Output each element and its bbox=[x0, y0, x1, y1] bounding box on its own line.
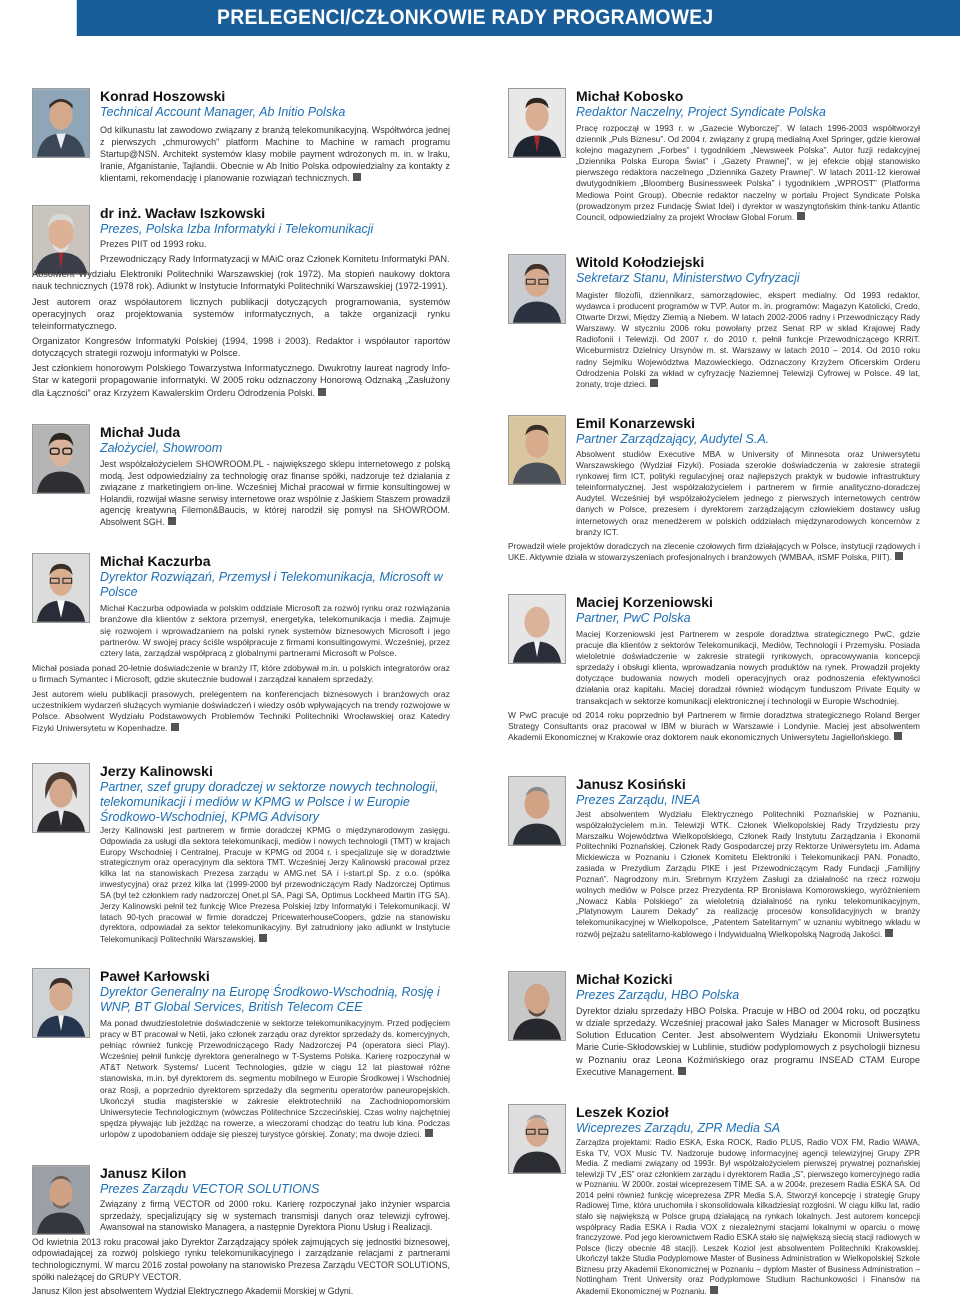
bio-name: Leszek Kozioł bbox=[576, 1104, 669, 1120]
end-mark-icon bbox=[894, 732, 902, 740]
bio-text bbox=[508, 1138, 920, 1300]
bio-name: Michał Kozicki bbox=[576, 971, 673, 987]
bio-text bbox=[32, 1199, 450, 1301]
bio-role: Dyrektor Generalny na Europę Środkowo-Wschodnią, Rosję i WNP, BT Global Services, British Telecom CEE bbox=[100, 985, 440, 1014]
bio-header bbox=[100, 553, 450, 600]
bio-paragraph: Jest absolwentem Wydziału Elektrycznego Politechniki Poznańskiej w Poznaniu, współzałożycielem m.in. Telewizji WTK. Członek Wielkopolskiej Rady Trzydziestu przy Marszałku Województwa Wielkopolskiego, Członek Rady Instytutu Zarządzania i Ekonomii Politechniki Poznańskiej. Członek Rady Gospodarczej przy Rektorze Uniwersytetu im. Adama Mickiewicza w Poznaniu i Członek Komitetu Elektroniki i Telekomunikacji PAN. Ponadto, zasiada w Prezydium Zarządu PIKE i jest Przewodniczącym Rady Fundacji „Familijny Poznań”. Nagrodzony m.in. Srebrnym Krzyżem Zasługi za działalność na rzecz rozwoju wolnych mediów w Polsce przez Prezydenta RP Bronisława Komorowskiego, wyróżnieniem „Nowacz Kabla Polskiego” za wieloletnią działalność na rynku telekomunikacyjnym, „Platynowym Laurem Dekady” za realizację procesów konsolidacyjnych w branży telekomunikacyjnej w Wielkopolsce, „Patentem Satelitarnym” w uznaniu wybitnego wkładu w rozwój pejzażu satelitarno-kablowego i Indywidualną Wielkopolską Nagrodą Jakości. bbox=[576, 810, 920, 940]
bio-maciej-korzeniowski bbox=[508, 594, 920, 754]
bio-header bbox=[576, 1104, 920, 1136]
bio-paragraph: Dyrektor działu sprzedaży HBO Polska. Pracuje w HBO od 2004 roku, od początku w dziale sprzedaży. Wcześniej pracował jako Sales Manager w Microsoft Business Solution Education Center. Jest absolwentem Wydziału Ekonomii Uniwersytetu Marie Curie-Skłodowskiej w Lublinie, studiów podyplomowych z psychologii biznesu w Poznaniu oraz Leona Koźmińskiego oraz programu INSEAD CTAM Europe Executive Management. bbox=[576, 1006, 920, 1077]
bio-paragraph: Maciej Korzeniowski jest Partnerem w zespole doradztwa strategicznego PwC, gdzie pracuje dla klientów z sektorów Telekomunikacji, Mediów, Technologii i Przemysłu. Posiada wieloletnie doświadczenie w zakresie strategii rynkowych, opracowywania koncepcji sprzedaży i obsługi klienta, wprowadzania nowych produktów na rynek. Prowadził projekty dotyczące budowania nowych modeli operacyjnych oraz podnoszenia efektywności działania oraz kapitału. Maciej doradzał również wiodącym funduszom Private Equity w transakcjach w sektorze komunikacji elektronicznej i technologii w Europie Wschodniej. bbox=[576, 629, 920, 706]
bio-role: Prezes, Polska Izba Informatyki i Telekomunikacji bbox=[100, 222, 374, 236]
bio-paragraph: Prowadził wiele projektów doradczych na zlecenie czołowych firm działających w Polsce, instytucji rządowych i UKE. Aktywnie działa w stowarzyszeniach profesjonalnych i branżowych (WMBAA, itSMF Polska, PIIT). bbox=[508, 540, 920, 562]
bio-witold-kolodziejski bbox=[508, 254, 920, 394]
page-banner: PRELEGENCI/CZŁONKOWIE RADY PROGRAMOWEJ bbox=[77, 0, 960, 36]
end-mark-icon bbox=[353, 173, 361, 181]
bio-paragraph: Od kilkunastu lat zawodowo związany z branżą telekomunikacyjną. Współtwórca jednej z pierwszych „chmurowych” platform Machine to Machine w ramach programu Startup@NSN. Architekt systemów klasy mobile payment wdrożonych m. in. w Iraku, Iranie, Afganistanie, Tajlandii. Obecnie w Ab Initio Polska odpowiedzialny za kontakty z klientami, rekomendację i planowanie rozwiązań technicznych. bbox=[100, 125, 450, 183]
bio-text bbox=[32, 125, 450, 187]
bio-text bbox=[508, 810, 920, 944]
bio-paragraph: Przewodniczący Rady Informatyzacji w MAiC oraz Członek Komitetu Informatyki PAN. bbox=[100, 254, 450, 265]
bio-header bbox=[576, 254, 920, 286]
bio-text bbox=[32, 826, 450, 949]
bio-name: Witold Kołodziejski bbox=[576, 254, 705, 270]
bio-header bbox=[100, 1165, 450, 1197]
bio-michal-kozicki bbox=[508, 971, 920, 1081]
portrait-photo bbox=[32, 763, 90, 833]
bio-role: Sekretarz Stanu, Ministerstwo Cyfryzacji bbox=[576, 271, 800, 285]
bio-janusz-kosinski bbox=[508, 776, 920, 946]
bio-role: Prezes Zarządu, INEA bbox=[576, 793, 701, 807]
bio-paragraph: Jest współzałożycielem SHOWROOM.PL - największego sklepu internetowego z polską modą. Jest odpowiedzialny za technologię oraz finanse spółki, nadzoruje też działania z związane z marketingiem on-line. Wcześniej Michał pracował w firmie konsultingowej w Holandii, rozwijał własne serwisy internetowe oraz wspólnie z Jaśkiem Staszem prowadził agencję kreatywną Filemon&Baucis, w której narodził się pomysł na SHOWROOM. Absolwent SGH. bbox=[100, 459, 450, 528]
bio-role: Wiceprezes Zarządu, ZPR Media SA bbox=[576, 1121, 781, 1135]
bio-text bbox=[32, 603, 450, 737]
bio-pawel-karlowski bbox=[32, 968, 450, 1148]
bio-paragraph: Absolwent studiów Executive MBA w University of Minnesota oraz Uniwersytetu Warszawskiego (Wydział Fizyki). Posiada szerokie doświadczenia w zakresie strategii rynkowej firm ICT, polityki regulacyjnej oraz najlepszych praktyk w budowie infrastruktury teleinformatycznej. Jest współzałożycielem i partnerem w firmie analityczno-doradczej Audytel. Wcześniej był współzałożycielem jednego z pierwszych internetowych centrów danych w Polsce, prezesem i dyrektorem zarządzającym człowiekiem dostawcy usług internetowych oraz menedżerem w polskich oddziałach międzynarodowych koncernów z branży ICT. bbox=[576, 449, 920, 537]
bio-role: Partner, PwC Polska bbox=[576, 611, 691, 625]
bio-header bbox=[576, 776, 920, 808]
bio-name: Michał Juda bbox=[100, 424, 181, 440]
end-mark-icon bbox=[171, 723, 179, 731]
bio-name: dr inż. Wacław Iszkowski bbox=[100, 205, 266, 221]
bio-paragraph: Organizator Kongresów Informatyki Polskiej (1994, 1998 i 2003). Redaktor i współautor raportów dotyczących strategii rozwoju informatyki w Polsce. bbox=[32, 335, 450, 359]
bio-header bbox=[576, 415, 920, 447]
bio-header bbox=[576, 88, 920, 120]
bio-role: Prezes Zarządu VECTOR SOLUTIONS bbox=[100, 1182, 320, 1196]
bio-paragraph: Jest autorem oraz współautorem licznych publikacji dotyczących programowania, systemów operacyjnych oraz projektowania systemów informatycznych, a także organizacji rynku teleinformatycznego. bbox=[32, 296, 450, 331]
bio-role: Redaktor Naczelny, Project Syndicate Polska bbox=[576, 105, 826, 119]
bio-paragraph: Jest autorem wielu publikacji prasowych, prelegentem na konferencjach biznesowych i branżowych oraz uczestnikiem wydarzeń służących wymianie doświadczeń i wiedzy osób wpływających na trendy rozwojowe w Polsce. Absolwent Wydziału Podstawowych Problemów Techniki Politechniki Wrocławskiej oraz Katedry Fizyki Uniwersytetu w Kopenhadze. bbox=[32, 688, 450, 733]
bio-janusz-kilon bbox=[32, 1165, 450, 1302]
bio-paragraph: Od kwietnia 2013 roku pracował jako Dyrektor Zarządzający spółek zajmujących się jednostki biznesowej, odpowiadającej za rozwój polskiego rynku telekomunikacyjnego i zarządzanie relacjami z partnerami technologicznymi. W marcu 2016 został powołany na stanowisko Prezesa Zarządu VECTOR SOLUTIONS, spółki należącej do GRUPY VECTOR. bbox=[32, 1236, 450, 1282]
bio-paragraph: Ma ponad dwudziestoletnie doświadczenie w sektorze telekomunikacyjnym. Przed podjęciem pracy w BT pracował w Netii, jako członek zarządu oraz dyrektor sprzedaży ds. komercyjnych, pełniąc również funkcję Przewodniczącego Rady Nadzorczej P4 (operatora sieci Play). Wcześniej pełnił funkcję dyrektora generalnego w T-Systems Polska. Karierę rozpoczynał w AT&T Network Systems/ Lucent Technologies, gdzie w ciągu 12 lat piastował różne stanowiska, m.in. był dyrektorem ds. segmentu mobilnego w Europie Środkowej i Wschodniej oraz Rosji, a poprzednio dyrektorem sprzedaży dla segmentu operatorów paneuropejskich. Ukończył studia magisterskie w zakresie elektrotechniki na Zachodniopomorskim Uniwersytecie Technologicznym (wówczas Politechnice Szczecińskiej. Czas wolny najchętniej spędza pływając lub jeżdżąc na rowerze, a wieczorami chodząc do teatru lub kina. Podczas urlopów z upodobaniem oddaje się pieszej turystyce górskiej. Żonaty; ma dwoje dzieci. bbox=[100, 1018, 450, 1139]
bio-name: Maciej Korzeniowski bbox=[576, 594, 713, 610]
bio-emil-konarzewski bbox=[508, 415, 920, 575]
bio-role: Dyrektor Rozwiązań, Przemysł i Telekomunikacja, Microsoft w Polsce bbox=[100, 570, 443, 599]
end-mark-icon bbox=[797, 212, 805, 220]
bio-paragraph: Związany z firmą VECTOR od 2000 roku. Karierę rozpoczynał jako inżynier wsparcia sprzedaży, specjalizujący się w systemach transmisji danych oraz telewizji cyfrowej. Awansował na stanowisko Managera, a następnie Dyrektora Pionu Usług i Realizacji. bbox=[100, 1199, 450, 1233]
bio-role: Partner, szef grupy doradczej w sektorze nowych technologii, telekomunikacji i mediów w KPMG w Polsce i w Europie Środkowo-Wschodniej, KPMG Advisory bbox=[100, 780, 439, 824]
bio-text bbox=[32, 1018, 450, 1143]
bio-paragraph: Prezes PIIT od 1993 roku. bbox=[100, 239, 207, 249]
bio-paragraph: Absolwent Wydziału Elektroniki Politechniki Warszawskiej (rok 1972). Ma stopień naukowy doktora nauk technicznych (1978 rok). Adiunkt w Instytucie Informatyki Politechniki Warszawskiej (1972-1991). bbox=[32, 269, 450, 292]
bio-konrad-hoszowski bbox=[32, 88, 450, 188]
bio-name: Jerzy Kalinowski bbox=[100, 763, 213, 779]
end-mark-icon bbox=[168, 517, 176, 525]
bio-paragraph: Michał Kaczurba odpowiada w polskim oddziale Microsoft za rozwój rynku oraz rozwiązania branżowe dla klientów z sektora przemysł, energetyka, telekomunikacja i media. Zajmuje się rozwojem i wprowadzaniem na polski rynek systemów biznesowych Microsoft i jego partnerów. W swojej pracy ściśle współpracuje z firmami konsultingowymi. Wcześniej, przez cztery lata, zarządzał współpracą z globalnymi partnerami Microsoft w Polsce. bbox=[100, 603, 450, 659]
bio-michal-juda bbox=[32, 424, 450, 532]
bio-text bbox=[508, 290, 920, 393]
bio-header bbox=[100, 968, 450, 1015]
bio-text bbox=[508, 1005, 920, 1081]
end-mark-icon bbox=[895, 552, 903, 560]
bio-paragraph: Pracę rozpoczął w 1993 r. w „Gazecie Wyborczej”. W latach 1996-2003 współtworzył dziennik „Puls Biznesu”. Od 2004 r. związany z grupą medialną Axel Springer, gdzie kierował kolejno magazynem „Forbes” i tygodnikiem „Newsweek Polska”. Autor fuzji redakcyjnej „Dziennika Polska Europa Świat” i „Gazety Prawnej”, w jej efekcie objął stanowisko pierwszego redaktora naczelnego „Dziennika Gazety Prawnej”. W latach 2011-12 kierował dwutygodnikiem „Bloomberg Businessweek Polska” i tygodnikiem „WPROST” (Platforma Mediowa Point Group). Obecnie redaktor naczelny w portalu Project Syndicate Polska (prowadzonym przez Fundację Świat Idei) i dyrektor w waszyngtońskim think-tanku Atlantic Council, odpowiedzialny za projekt Wrocław Global Forum. bbox=[576, 123, 920, 222]
bio-header bbox=[100, 205, 450, 237]
end-mark-icon bbox=[885, 929, 893, 937]
end-mark-icon bbox=[425, 1129, 433, 1137]
bio-name: Paweł Karłowski bbox=[100, 968, 210, 984]
bio-paragraph: Jest członkiem honorowym Polskiego Towarzystwa Informatycznego. Dwukrotny laureat nagrody Info-Star w kategorii propagowanie informatyki. W 2005 roku odznaczony Honorową Odznaką „Zasłużony dla Łączności” oraz Krzyżem Kawalerskim Orderu Odrodzenia Polski. bbox=[32, 363, 450, 398]
end-mark-icon bbox=[710, 1286, 718, 1294]
bio-jerzy-kalinowski bbox=[32, 763, 450, 949]
bio-name: Janusz Kosiński bbox=[576, 776, 686, 792]
bio-leszek-koziol bbox=[508, 1104, 920, 1302]
bio-paragraph: Magister filozofii, dziennikarz, samorządowiec, ekspert medialny. Od 1993 redaktor, wydawca i producent programów w TVP. Autor m. in. programów: Magazyn Katolicki, Credo, Otwarte Drzwi, Między Ziemią a Niebem. W latach 2002-2006 radny i Przewodniczący Rady Warszawy. W styczniu 2006 roku powołany przez Senat RP w skład Krajowej Rady Radiofonii i Telewizji. Od 2007 r. do 2010 r. pełnił funkcje Przewodniczącego KRRiT. Wiceburmistrz Dzielnicy Ursynów m. st. Warszawy w latach 2010 – 2014. Od 2010 roku radny Sejmiku Województwa Mazowieckiego. Odznaczony Krzyżem Oficerskim Orderu Odrodzenia Polski za wkład w cyfryzację Naziemnej Telewizji Cyfrowej w Polsce. 49 lat, żonaty, troje dzieci. bbox=[576, 290, 920, 389]
bio-paragraph: Michał posiada ponad 20-letnie doświadczenie w branży IT, które zdobywał m.in. u polskich integratorów oraz u firmach Symantec i Microsoft, gdzie skutecznie budował i zarządzał kanałem sprzedaży. bbox=[32, 662, 450, 685]
bio-michal-kaczurba bbox=[32, 553, 450, 743]
bio-paragraph: Janusz Kilon jest absolwentem Wydział Elektrycznego Akademii Morskiej w Gdyni. bbox=[32, 1286, 354, 1297]
bio-michal-kobosko bbox=[508, 88, 920, 238]
end-mark-icon bbox=[678, 1067, 686, 1075]
bio-text bbox=[508, 629, 920, 746]
bio-header bbox=[100, 763, 450, 825]
bio-header bbox=[576, 971, 920, 1003]
end-mark-icon bbox=[259, 934, 267, 942]
bio-waclaw-iszkowski bbox=[32, 205, 450, 405]
bio-paragraph: Zarządza projektami: Radio ESKA, Eska ROCK, Radio PLUS, Radio VOX FM, Radio WAWA, Eska TV, VOX Music TV. Nadzoruje budowę informacyjnej agencji telewizyjnej Grupy ZPR Media. Z mediami związany od 1993r. Był współzałożycielem pierwszej prywatnej poznańskiej telewizji TV „ES” oraz członkiem zarządu i dyrektorem Radia „S”, pierwszego komercyjnego radia w Poznaniu. W 2000r. został wiceprezesem TIME SA. a w 2004r. prezesem Radia ESKA SA. Od 2014 pełni również funkcję wiceprezesa ZPR Media S.A. Stworzył koncepcję i strategię Grupy Radiowej Time, która uruchomiła i skonsolidowała kilkadziesiąt rozgłośni. W ciągu kilku lat, radio stało się największą w Polsce grupą działającą na rynkach lokalnych. Jest autorem koncepcji współpracy Radia ESKA i Radia VOX z niezależnymi stacjami lokalnymi w oparciu o mowę franczyzowe. Pod jego kierownictwem Radio ESKA stało się największą siecią stacji radiowych w Polsce (liczy obecnie 48 stacji). Leszek Kozioł jest absolwentem Politechniki Krakowskiej. Ukończył także Studia Podyplomowe Master of Business Administration w Wielkopolskiej Szkole Biznesu przy Akademii Ekonomicznej w Poznaniu – dyplom Master of Business Administration – Nottingham Trent University oraz Podyplomowe Studium Rachunkowości i Finansów na Akademii Ekonomicznej w Poznaniu. bbox=[576, 1138, 920, 1296]
bio-header bbox=[100, 88, 450, 120]
bio-name: Emil Konarzewski bbox=[576, 415, 696, 431]
bio-header bbox=[576, 594, 920, 626]
bio-role: Założyciel, Showroom bbox=[100, 441, 223, 455]
bio-text bbox=[32, 459, 450, 532]
bio-paragraph: W PwC pracuje od 2014 roku poprzednio był Partnerem w firmie doradztwa strategicznego Roland Berger Strategy Consultants oraz pracował w IBM w biurach w Warszawie i Londynie. Maciej jest absolwentem Akademii Ekonomicznej w Krakowie oraz doktorem nauk ekonomicznych Uniwersytetu Jagiellońskiego. bbox=[508, 709, 920, 742]
bio-name: Janusz Kilon bbox=[100, 1165, 187, 1181]
end-mark-icon bbox=[318, 388, 326, 396]
bio-role: Technical Account Manager, Ab Initio Polska bbox=[100, 105, 346, 119]
bio-name: Konrad Hoszowski bbox=[100, 88, 226, 104]
bio-name: Michał Kaczurba bbox=[100, 553, 211, 569]
bio-text bbox=[32, 238, 450, 402]
bio-role: Prezes Zarządu, HBO Polska bbox=[576, 988, 740, 1002]
bio-text bbox=[508, 123, 920, 226]
end-mark-icon bbox=[650, 379, 658, 387]
bio-paragraph: Jerzy Kalinowski jest partnerem w firmie doradczej KPMG o międzynarodowym zasięgu. Odpowiada za usługi dla sektora telekomunikacji, mediów i nowych technologii (TMT) w krajach Europy Wschodniej i Centralnej. Pracuje w KPMG od 2004 r. i specjalizuje się w doradztwie strategicznym oraz operacyjnym dla sektora TMT. Wcześniej Jerzy Kalinowski pracował przez kilka lat na stanowiskach Prezesa zarządu w AMG.net SA i i-start.pl Sp. z o.o. (spółka inwestycyjna) oraz przez kilka lat (1999-2000 był przewodniczącym Rady Nadzorczej Optimus SA (był też członkiem rady nadzorczej Onet.pl SA, Pagi SA, Optimus Lockheed Martin ITG SA). Jerzy Kalinowski pełnił też funkcję Wice Prezesa Polskiej Izby Informatyki i Telekomunikacji. W latach 90-tych pracował w firmie doradczej PricewaterhouseCoopers, gdzie na stanowisku dyrektora, odpowiadał za sektor telekomunikacyjny. Był zatrudniony jako adiunkt w Instytucie Telekomunikacji Politechniki Warszawskiej. bbox=[100, 826, 450, 945]
bio-name: Michał Kobosko bbox=[576, 88, 684, 104]
bio-text bbox=[508, 449, 920, 566]
bio-header bbox=[100, 424, 450, 456]
bio-role: Partner Zarządzający, Audytel S.A. bbox=[576, 432, 770, 446]
